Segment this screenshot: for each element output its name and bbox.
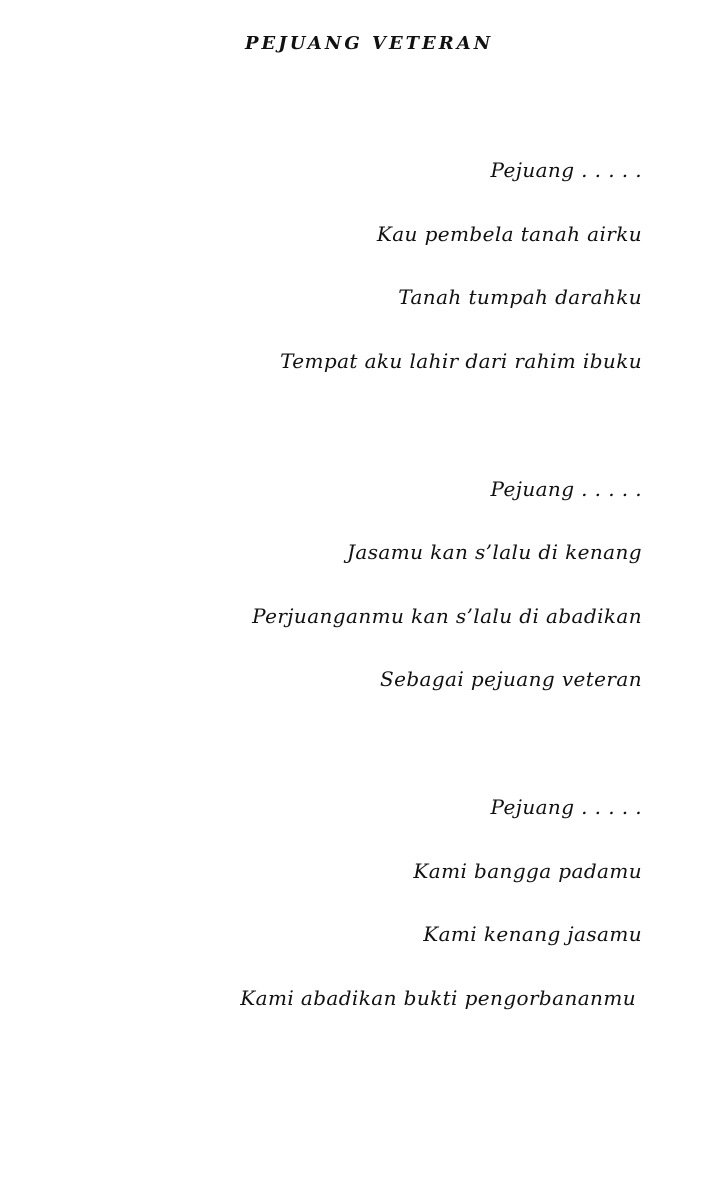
poem-line: Pejuang . . . . . [490,158,642,182]
poem-line: Jasamu kan s’lalu di kenang [347,540,642,564]
poem-line: Pejuang . . . . . [490,795,642,819]
poem-line: Tanah tumpah darahku [398,285,642,309]
poem-line: Kau pembela tanah airku [376,222,642,246]
poem-line: Kami kenang jasamu [423,922,642,946]
poem-line: Tempat aku lahir dari rahim ibuku [280,349,642,373]
poem-line: Kami abadikan bukti pengorbananmu [240,986,636,1010]
poem-line: Perjuanganmu kan s’lalu di abadikan [252,604,642,628]
poem-title: PEJUANG VETERAN [245,33,494,54]
poem-line: Pejuang . . . . . [490,477,642,501]
poem-line: Sebagai pejuang veteran [379,667,642,691]
poem-line: Kami bangga padamu [413,859,642,883]
